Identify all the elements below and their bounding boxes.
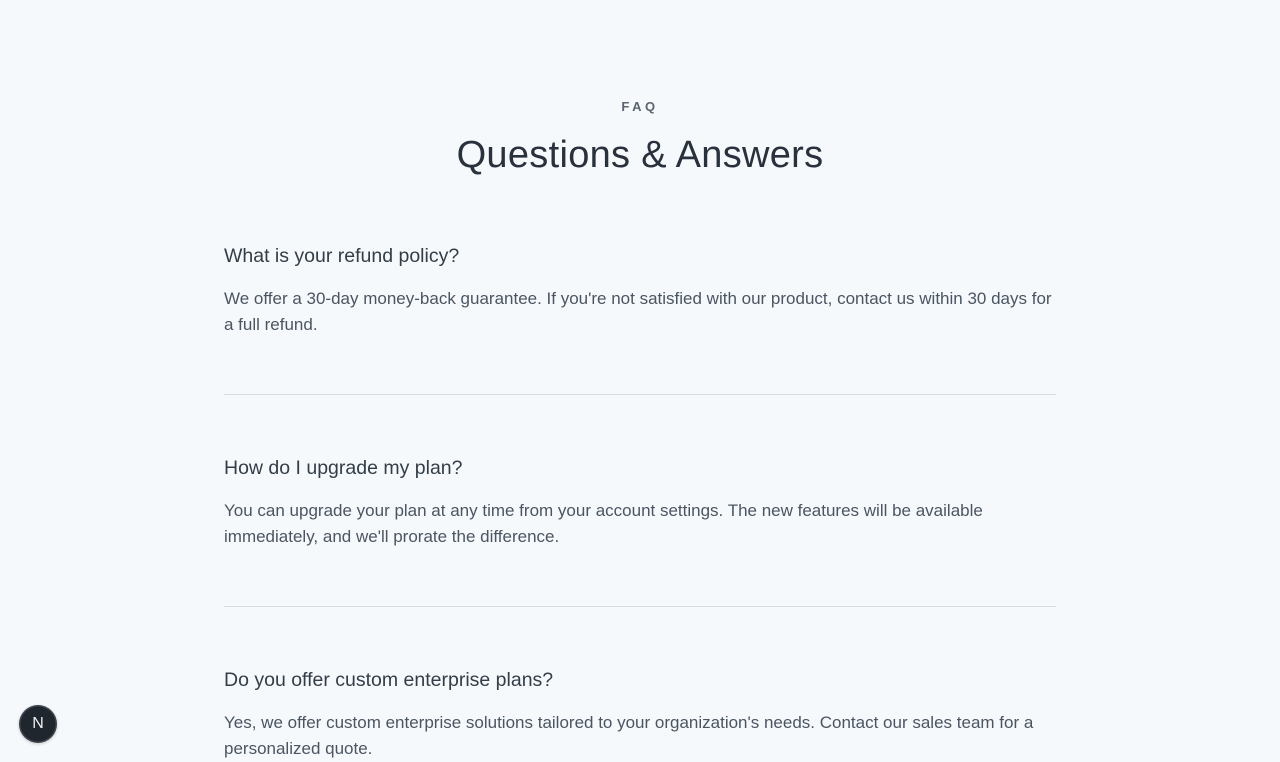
brand-badge[interactable] [19,705,57,743]
faq-question: What is your refund policy? [224,245,460,267]
faq-question: Do you offer custom enterprise plans? [224,669,554,691]
faq-answer: We offer a 30-day money-back guarantee. If you're not satisfied with our product, contact us within 30 days for a full refund. [224,289,1052,334]
faq-answer: You can upgrade your plan at any time from your account settings. The new features will be available immediately, and we'll prorate the difference. [224,501,983,546]
faq-answer: Yes, we offer custom enterprise solutions tailored to your organization's needs. Contact our sales team for a personalized quote. [224,713,1034,758]
brand-badge-letter: N [32,715,44,732]
faq-question: How do I upgrade my plan? [224,457,463,479]
faq-item [224,243,1056,338]
section-header [224,0,1056,179]
faq-eyebrow-label: FAQ [621,99,659,114]
faq-item [224,455,1056,550]
faq-item [224,667,1056,762]
faq-divider [224,606,1056,607]
faq-divider [224,394,1056,395]
page-title: Questions & Answers [456,134,824,176]
faq-list [224,243,1056,762]
